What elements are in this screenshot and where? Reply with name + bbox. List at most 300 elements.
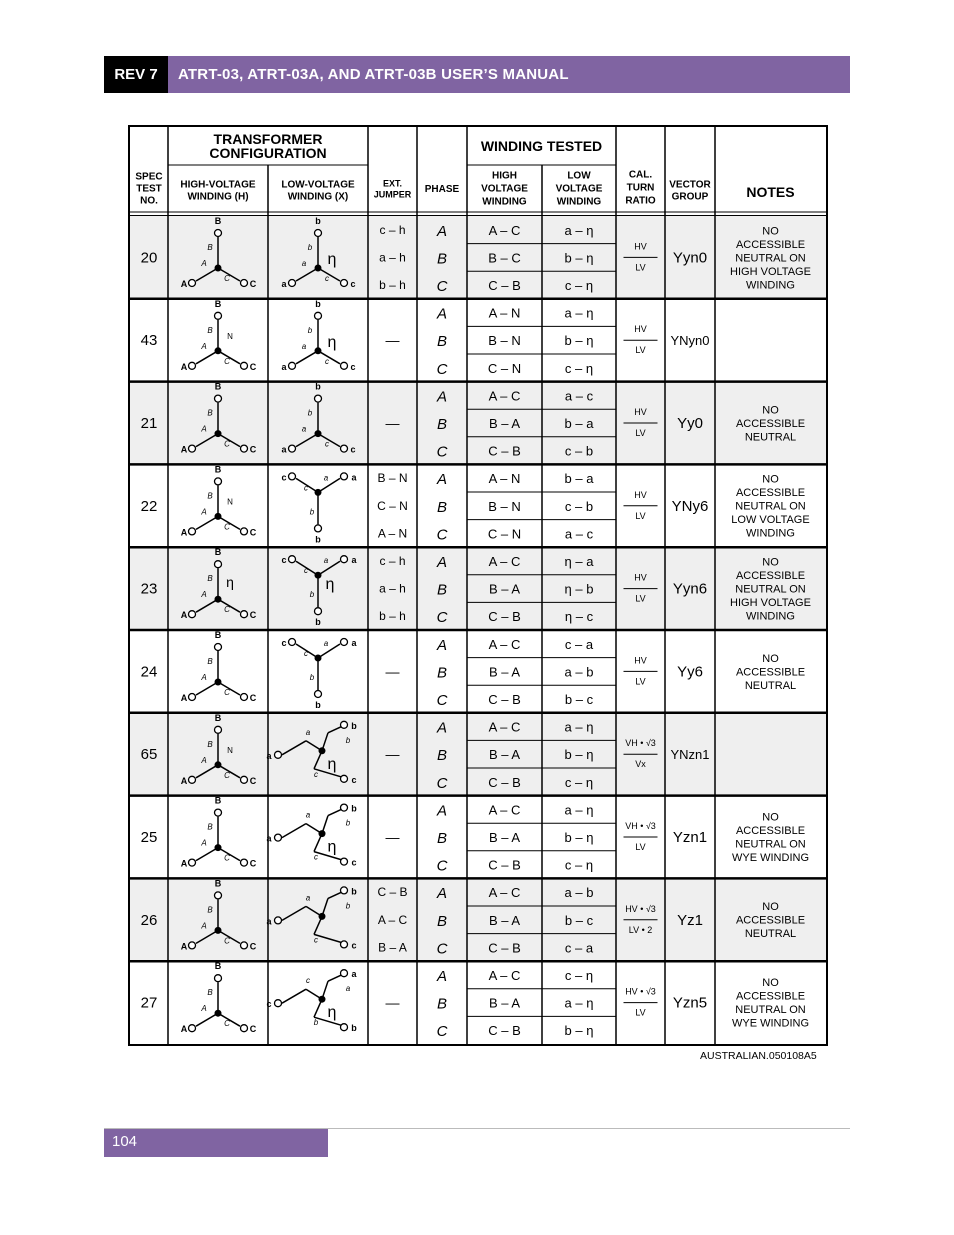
ratio-numerator: HV: [634, 407, 647, 417]
terminal-label: A: [180, 279, 188, 289]
terminal-label: C: [249, 527, 257, 538]
winding-label: c: [314, 769, 318, 779]
spec-test-no: 25: [140, 829, 158, 846]
terminal-label: B: [214, 547, 222, 558]
terminal-circle: [275, 751, 282, 758]
terminal-circle: [189, 859, 196, 866]
winding-label: B: [207, 243, 213, 252]
header-winding-tested: WINDING TESTED: [480, 138, 603, 154]
ratio-denominator: LV: [635, 428, 646, 438]
low-voltage-winding: b – a: [564, 416, 594, 431]
winding-label: C: [224, 605, 230, 615]
terminal-circle: [215, 726, 222, 733]
terminal-circle: [215, 561, 222, 568]
terminal-label: C: [249, 610, 257, 621]
phase-label: C: [436, 443, 448, 461]
high-voltage-winding: A – C: [488, 636, 521, 652]
terminal-label: C: [249, 693, 257, 703]
high-voltage-winding: B – A: [488, 830, 521, 845]
terminal-circle: [215, 892, 222, 899]
neutral-point: [319, 747, 326, 754]
header-lv: LOW-VOLTAGE: [281, 179, 355, 191]
winding-line: [318, 478, 340, 492]
phase-label: A: [436, 305, 448, 323]
terminal-label: C: [249, 1024, 257, 1035]
terminal-circle: [189, 776, 196, 783]
ratio-denominator: LV: [635, 593, 646, 604]
ratio-denominator: LV: [635, 1007, 646, 1018]
header-notes: NOTES: [746, 184, 795, 200]
terminal-label: B: [214, 712, 222, 723]
winding-line: [318, 644, 340, 658]
high-voltage-winding: C – B: [488, 940, 521, 956]
header-low: WINDING: [556, 196, 602, 208]
ratio-denominator: LV: [635, 676, 646, 687]
neutral-point: [315, 347, 322, 354]
winding-label: c: [325, 274, 329, 283]
terminal-label: c: [351, 774, 357, 785]
notes-text: NEUTRAL ON: [735, 500, 806, 513]
phase-label: A: [436, 719, 448, 737]
winding-label: C: [224, 853, 230, 863]
neutral-point: [215, 1010, 222, 1017]
low-voltage-winding: b – η: [564, 747, 594, 763]
notes-text: ACCESSIBLE: [735, 825, 806, 838]
terminal-circle: [315, 230, 322, 237]
winding-label: a: [305, 727, 311, 737]
low-voltage-winding: η – b: [564, 581, 594, 597]
terminal-circle: [215, 478, 222, 485]
winding-label: A: [201, 1004, 207, 1014]
phase-label: A: [436, 636, 448, 654]
low-voltage-winding: b – a: [564, 471, 594, 487]
low-voltage-winding: c – b: [564, 443, 594, 459]
neutral-label: N: [227, 331, 233, 341]
neutral-point: [315, 489, 322, 496]
high-voltage-winding: A – N: [488, 305, 521, 321]
terminal-circle: [189, 694, 196, 701]
low-voltage-winding: a – η: [564, 995, 594, 1011]
header-high: HIGH: [492, 170, 517, 182]
ratio-numerator: HV: [634, 241, 647, 252]
terminal-circle: [275, 834, 282, 841]
terminal-circle: [275, 1000, 282, 1007]
phase-label: A: [436, 388, 448, 406]
terminal-label: C: [249, 941, 257, 952]
neutral-point: [215, 513, 222, 520]
neutral-label: N: [227, 497, 233, 507]
phase-label: C: [436, 857, 448, 875]
terminal-label: b: [351, 886, 357, 897]
high-voltage-winding: B – C: [488, 250, 521, 266]
vector-group: YNy6: [671, 497, 709, 515]
notes-text: NEUTRAL: [744, 928, 797, 941]
low-voltage-winding: b – c: [564, 692, 594, 707]
terminal-circle: [241, 280, 248, 287]
terminal-label: B: [214, 878, 222, 889]
high-voltage-winding: A – N: [488, 471, 521, 487]
notes-text: NEUTRAL: [744, 679, 797, 692]
winding-label: c: [325, 356, 329, 366]
ext-jumper: A – N: [377, 526, 408, 541]
terminal-circle: [241, 1025, 248, 1032]
neutral-label: η: [327, 755, 337, 773]
winding-line: [196, 848, 218, 861]
terminal-label: b: [351, 803, 357, 814]
notes-text: HIGH VOLTAGE: [730, 596, 811, 609]
ratio-numerator: HV: [634, 572, 647, 583]
winding-line: [318, 351, 340, 364]
terminal-label: C: [249, 279, 257, 289]
high-voltage-winding: A – C: [488, 222, 521, 238]
neutral-point: [215, 844, 222, 851]
high-voltage-winding: A – C: [488, 388, 521, 404]
terminal-label: B: [214, 795, 222, 806]
high-voltage-winding: C – B: [488, 278, 521, 293]
terminal-circle: [289, 445, 296, 452]
terminal-label: c: [266, 999, 272, 1010]
ratio-numerator: HV: [634, 324, 647, 335]
terminal-circle: [215, 312, 222, 319]
terminal-label: A: [180, 361, 188, 372]
neutral-point: [215, 265, 222, 272]
low-voltage-winding: c – b: [564, 498, 594, 514]
transformer-test-table: [128, 125, 828, 1046]
phase-label: C: [436, 940, 448, 958]
ratio-denominator: LV • 2: [628, 924, 653, 935]
terminal-circle: [341, 970, 348, 977]
terminal-label: C: [249, 444, 257, 455]
notes-text: WINDING: [746, 279, 795, 292]
low-voltage-winding: b – η: [564, 830, 594, 845]
terminal-circle: [289, 280, 296, 287]
terminal-circle: [189, 942, 196, 949]
notes-text: NEUTRAL ON: [735, 1004, 806, 1017]
terminal-label: b: [315, 298, 321, 309]
terminal-circle: [315, 312, 322, 319]
winding-label: A: [201, 921, 207, 931]
terminal-circle: [189, 528, 196, 535]
notes-text: ACCESSIBLE: [735, 666, 806, 679]
terminal-label: A: [180, 527, 188, 538]
notes-text: NEUTRAL ON: [735, 838, 806, 851]
winding-label: a: [305, 893, 311, 903]
winding-label: A: [201, 673, 207, 682]
low-voltage-winding: c – η: [564, 278, 594, 293]
terminal-circle: [215, 395, 222, 402]
notes-text: NO: [762, 556, 779, 569]
winding-line: [196, 1013, 218, 1026]
low-voltage-winding: η – c: [564, 609, 594, 625]
header-jumper: JUMPER: [373, 189, 412, 200]
terminal-label: b: [315, 534, 321, 545]
terminal-circle: [241, 694, 248, 701]
winding-label: A: [201, 259, 207, 268]
ext-jumper: —: [385, 994, 400, 1011]
winding-label: c: [325, 439, 329, 449]
neutral-point: [315, 430, 322, 437]
notes-text: ACCESSIBLE: [735, 990, 806, 1003]
winding-label: B: [207, 491, 213, 501]
neutral-label: η: [327, 1004, 337, 1022]
terminal-label: c: [350, 279, 356, 289]
terminal-circle: [241, 528, 248, 535]
terminal-circle: [189, 611, 196, 618]
header-high: VOLTAGE: [481, 183, 528, 195]
vector-group: Yy0: [677, 415, 703, 432]
neutral-point: [319, 996, 326, 1003]
winding-label: b: [345, 901, 351, 911]
terminal-circle: [341, 280, 348, 287]
terminal-label: b: [351, 1023, 357, 1034]
notes-text: NO: [762, 473, 779, 486]
low-voltage-winding: a – η: [564, 802, 594, 818]
header-lv: WINDING (X): [287, 191, 349, 203]
high-voltage-winding: C – B: [488, 857, 521, 873]
terminal-label: A: [180, 693, 188, 703]
terminal-circle: [241, 611, 248, 618]
notes-text: NO: [762, 652, 779, 665]
low-voltage-winding: η – a: [564, 554, 594, 569]
winding-label: B: [207, 408, 213, 418]
ext-jumper: a – h: [379, 250, 406, 265]
winding-label: a: [323, 639, 329, 648]
winding-label: c: [304, 566, 308, 576]
terminal-label: B: [214, 216, 222, 226]
header-config: TRANSFORMER: [213, 130, 323, 147]
row-shading: [130, 547, 826, 630]
terminal-label: a: [281, 361, 287, 372]
terminal-circle: [341, 445, 348, 452]
neutral-point: [319, 830, 326, 837]
high-voltage-winding: B – A: [488, 664, 521, 680]
terminal-circle: [315, 525, 322, 532]
winding-label: b: [345, 818, 351, 828]
winding-label: a: [301, 424, 307, 434]
terminal-circle: [315, 608, 322, 615]
terminal-label: A: [180, 941, 188, 952]
neutral-point: [215, 927, 222, 934]
manual-title: ATRT-03, ATRT-03A, AND ATRT-03B USER’S MANUAL: [178, 66, 569, 83]
winding-label: b: [309, 673, 315, 682]
row-shading: [130, 382, 826, 465]
neutral-label: η: [327, 333, 337, 351]
terminal-circle: [241, 942, 248, 949]
terminal-circle: [215, 975, 222, 982]
winding-label: b: [307, 243, 313, 252]
phase-label: C: [436, 774, 448, 792]
phase-label: A: [436, 471, 448, 489]
neutral-point: [215, 430, 222, 437]
notes-text: WYE WINDING: [732, 1017, 809, 1030]
neutral-point: [215, 347, 222, 354]
phase-label: C: [436, 609, 448, 627]
winding-label: B: [207, 988, 213, 998]
winding-label: c: [304, 649, 308, 658]
spec-test-no: 43: [140, 332, 158, 350]
ext-jumper: c – h: [379, 222, 406, 237]
high-voltage-winding: C – N: [487, 360, 522, 376]
phase-label: B: [436, 830, 448, 847]
spec-test-no: 27: [140, 994, 158, 1012]
terminal-label: c: [351, 857, 357, 868]
terminal-circle: [341, 775, 348, 782]
notes-text: ACCESSIBLE: [735, 417, 806, 430]
notes-text: NO: [762, 901, 779, 914]
terminal-label: a: [351, 638, 357, 648]
phase-label: B: [436, 664, 448, 682]
winding-label: C: [224, 356, 230, 366]
terminal-circle: [189, 1025, 196, 1032]
ext-jumper: B – N: [377, 471, 408, 486]
winding-line: [196, 516, 218, 529]
low-voltage-winding: c – η: [564, 360, 594, 376]
high-voltage-winding: C – N: [487, 526, 522, 542]
ext-jumper: —: [385, 415, 400, 431]
notes-text: WYE WINDING: [732, 852, 809, 865]
vector-group: YNyn0: [670, 333, 710, 349]
terminal-label: B: [214, 298, 222, 309]
ratio-denominator: LV: [635, 510, 646, 521]
terminal-circle: [215, 230, 222, 237]
terminal-circle: [241, 362, 248, 369]
ratio-numerator: HV • √3: [625, 903, 656, 914]
header-spec: NO.: [140, 195, 158, 207]
winding-line: [296, 351, 318, 364]
terminal-label: c: [281, 638, 287, 648]
winding-label: C: [224, 770, 230, 780]
terminal-label: C: [249, 361, 257, 372]
winding-label: C: [224, 522, 230, 532]
terminal-label: b: [351, 720, 357, 731]
low-voltage-winding: a – c: [564, 526, 594, 542]
terminal-circle: [189, 280, 196, 287]
terminal-circle: [341, 941, 348, 948]
ext-jumper: b – h: [379, 278, 406, 292]
terminal-label: a: [266, 750, 272, 761]
terminal-circle: [275, 917, 282, 924]
vector-group: Yyn6: [672, 580, 708, 598]
low-voltage-winding: a – η: [564, 305, 594, 321]
header-jumper: EXT.: [382, 178, 403, 189]
winding-label: B: [207, 325, 213, 335]
terminal-label: b: [315, 381, 321, 392]
spec-test-no: 20: [140, 249, 158, 267]
notes-text: WINDING: [746, 527, 795, 540]
terminal-label: c: [281, 472, 287, 483]
notes-text: ACCESSIBLE: [735, 238, 806, 251]
phase-label: A: [436, 554, 448, 571]
ratio-numerator: HV: [634, 655, 647, 666]
spec-test-no: 23: [140, 580, 158, 598]
winding-line: [328, 975, 341, 981]
notes-text: NO: [762, 225, 779, 238]
terminal-circle: [341, 362, 348, 369]
neutral-point: [315, 655, 322, 662]
high-voltage-winding: B – N: [488, 333, 521, 349]
winding-label: C: [224, 1019, 230, 1029]
winding-line: [196, 351, 218, 364]
winding-label: a: [301, 259, 307, 268]
header-hv: WINDING (H): [187, 191, 249, 203]
terminal-circle: [241, 776, 248, 783]
high-voltage-winding: C – B: [488, 443, 521, 459]
ext-jumper: c – h: [379, 554, 406, 568]
low-voltage-winding: b – η: [564, 333, 594, 349]
low-voltage-winding: c – η: [564, 857, 594, 873]
low-voltage-winding: a – b: [564, 885, 594, 901]
spec-test-no: 65: [140, 746, 158, 764]
winding-label: A: [201, 424, 207, 434]
high-voltage-winding: B – A: [488, 747, 521, 763]
drawing-code: AUSTRALIAN.050108A5: [700, 1050, 817, 1062]
phase-label: C: [436, 360, 448, 378]
high-voltage-winding: A – C: [488, 554, 521, 569]
terminal-circle: [289, 362, 296, 369]
terminal-label: b: [315, 700, 321, 710]
neutral-label: η: [226, 574, 234, 591]
terminal-label: c: [351, 940, 357, 951]
terminal-circle: [189, 445, 196, 452]
low-voltage-winding: c – a: [564, 940, 594, 956]
winding-label: a: [345, 984, 351, 994]
notes-text: ACCESSIBLE: [735, 914, 806, 927]
terminal-label: c: [350, 361, 356, 372]
terminal-circle: [341, 556, 348, 563]
phase-label: C: [436, 1023, 448, 1041]
row-shading: [130, 713, 826, 796]
header-hv: HIGH-VOLTAGE: [180, 179, 256, 191]
winding-label: b: [345, 735, 351, 745]
high-voltage-winding: A – C: [488, 719, 521, 735]
spec-test-no: 21: [140, 415, 158, 432]
terminal-label: a: [266, 916, 272, 927]
terminal-circle: [241, 859, 248, 866]
winding-line: [196, 682, 218, 695]
terminal-circle: [215, 809, 222, 816]
ext-jumper: —: [385, 746, 400, 763]
neutral-label: N: [227, 745, 233, 755]
winding-label: b: [309, 590, 315, 600]
header-vector: VECTOR: [669, 179, 711, 191]
vector-group: YNzn1: [670, 747, 710, 763]
high-voltage-winding: B – N: [488, 498, 521, 514]
winding-label: a: [323, 473, 329, 483]
terminal-circle: [341, 1024, 348, 1031]
ext-jumper: C – B: [377, 885, 408, 900]
notes-text: NO: [762, 977, 779, 990]
winding-label: B: [207, 657, 213, 666]
winding-label: A: [201, 838, 207, 848]
phase-label: A: [436, 885, 448, 903]
high-voltage-winding: B – A: [488, 995, 521, 1011]
winding-label: a: [305, 810, 311, 820]
low-voltage-winding: c – a: [564, 636, 594, 652]
winding-label: b: [307, 325, 313, 335]
spec-test-no: 26: [140, 911, 158, 929]
phase-label: B: [436, 912, 448, 930]
winding-line: [282, 989, 306, 1003]
phase-label: C: [436, 692, 448, 709]
terminal-circle: [341, 804, 348, 811]
winding-label: A: [201, 755, 207, 765]
notes-text: NO: [762, 811, 779, 824]
winding-label: C: [224, 936, 230, 946]
ratio-numerator: VH • √3: [625, 821, 656, 831]
header-phase: PHASE: [424, 184, 460, 195]
high-voltage-winding: B – A: [488, 581, 521, 597]
winding-label: a: [323, 556, 329, 566]
